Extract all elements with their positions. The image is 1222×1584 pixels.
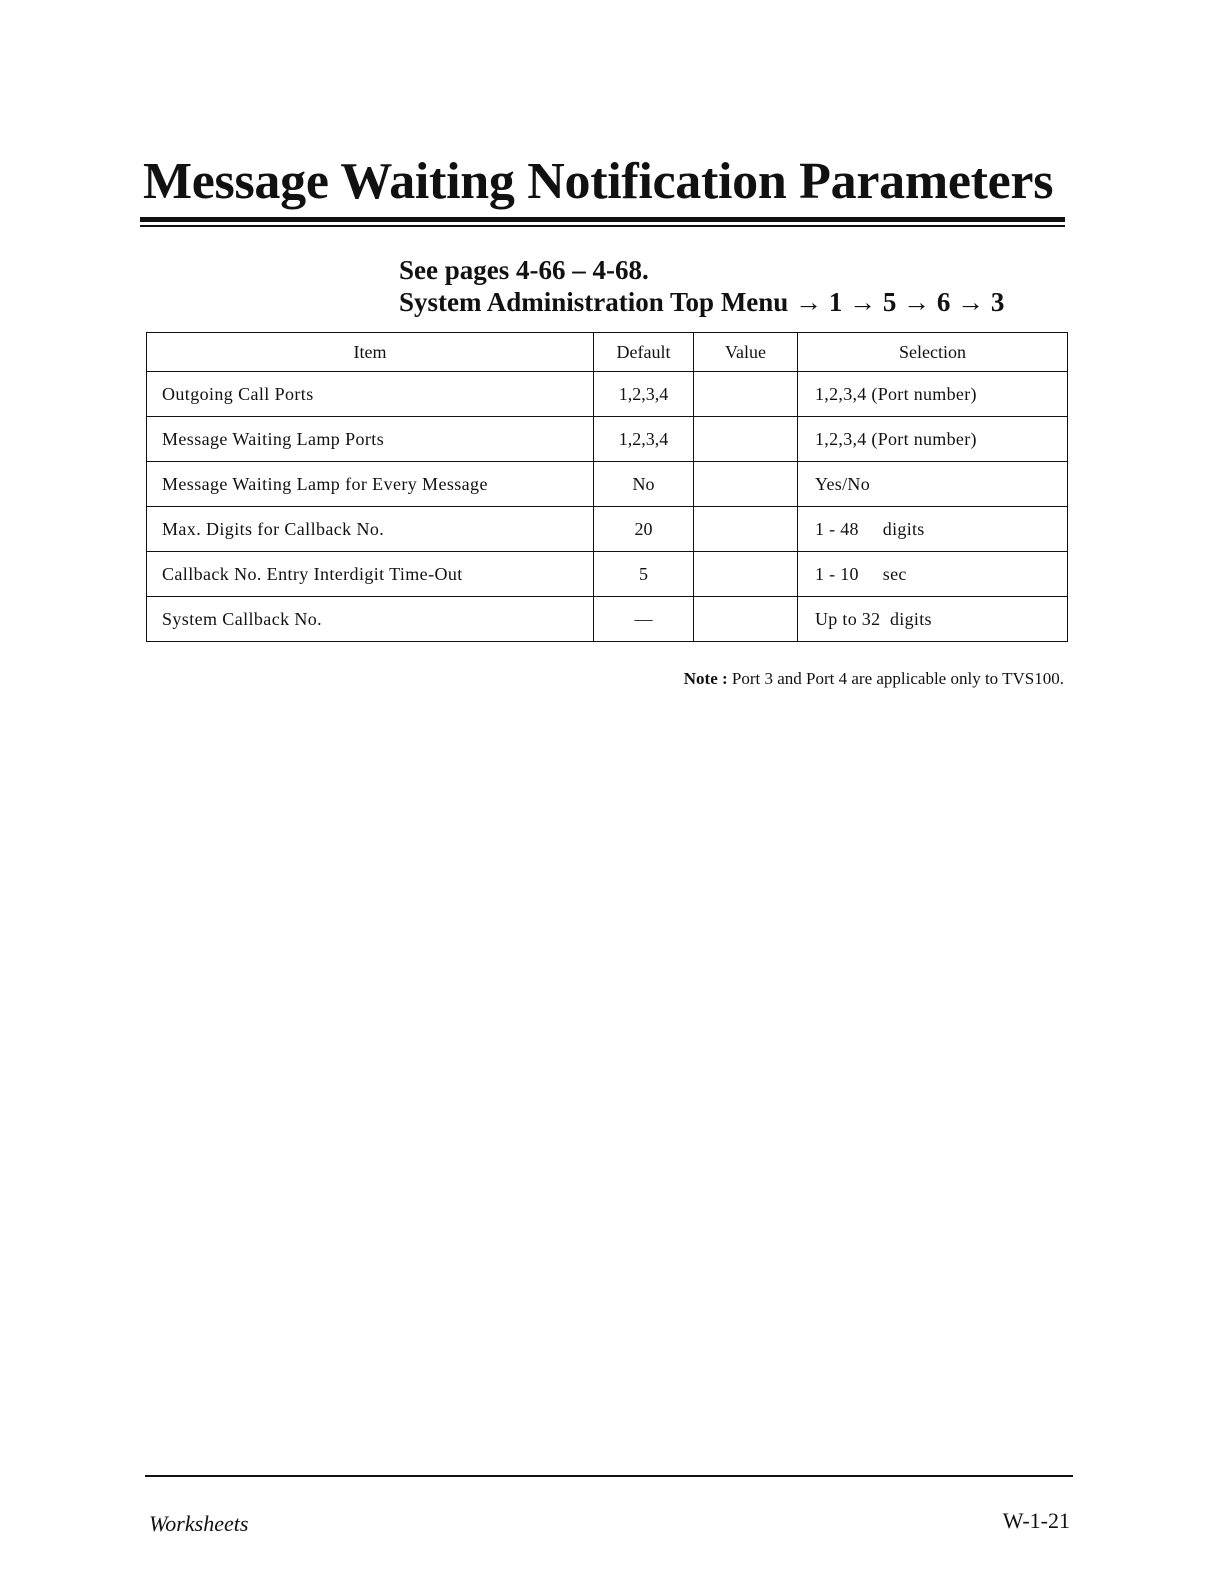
reference-block xyxy=(399,254,1004,318)
value-cell[interactable] xyxy=(694,372,798,417)
value-cell[interactable] xyxy=(694,462,798,507)
selection-cell: 1 - 48 digits xyxy=(798,507,1068,552)
page-title: Message Waiting Notification Parameters xyxy=(143,153,1054,210)
value-cell[interactable] xyxy=(694,552,798,597)
value-cell[interactable] xyxy=(694,507,798,552)
title-rule-thick xyxy=(140,217,1065,222)
table-row xyxy=(147,462,1068,507)
table-row xyxy=(147,372,1068,417)
item-cell: Message Waiting Lamp Ports xyxy=(147,417,594,462)
table-row xyxy=(147,597,1068,642)
default-cell: — xyxy=(594,597,694,642)
footnote xyxy=(684,669,1064,689)
selection-cell: 1 - 10 sec xyxy=(798,552,1068,597)
item-cell: Outgoing Call Ports xyxy=(147,372,594,417)
note-text: Port 3 and Port 4 are applicable only to TVS100. xyxy=(731,669,1064,688)
selection-cell: 1,2,3,4 (Port number) xyxy=(798,372,1068,417)
header-item: Item xyxy=(147,333,594,372)
note-label: Note : xyxy=(683,669,728,688)
item-cell: System Callback No. xyxy=(147,597,594,642)
table-header-row xyxy=(147,333,1068,372)
header-value: Value xyxy=(694,333,798,372)
parameters-table xyxy=(146,332,1068,642)
item-cell: Max. Digits for Callback No. xyxy=(147,507,594,552)
default-cell: 1,2,3,4 xyxy=(594,372,694,417)
header-selection: Selection xyxy=(798,333,1068,372)
footer-section: Worksheets xyxy=(149,1511,249,1536)
table-row xyxy=(147,507,1068,552)
value-cell[interactable] xyxy=(694,417,798,462)
selection-cell: Up to 32 digits xyxy=(798,597,1068,642)
value-cell[interactable] xyxy=(694,597,798,642)
item-cell: Callback No. Entry Interdigit Time-Out xyxy=(147,552,594,597)
table-row xyxy=(147,417,1068,462)
title-rule-thin xyxy=(140,225,1065,227)
table-row xyxy=(147,552,1068,597)
default-cell: 1,2,3,4 xyxy=(594,417,694,462)
selection-cell: 1,2,3,4 (Port number) xyxy=(798,417,1068,462)
footer-rule xyxy=(145,1475,1073,1477)
default-cell: No xyxy=(594,462,694,507)
default-cell: 5 xyxy=(594,552,694,597)
item-cell: Message Waiting Lamp for Every Message xyxy=(147,462,594,507)
page-number: W-1-21 xyxy=(1002,1508,1070,1533)
menu-path: System Administration Top Menu → 1 → 5 → 6 → 3 xyxy=(399,287,1005,317)
page-reference: See pages 4-66 – 4-68. xyxy=(399,255,649,285)
selection-cell: Yes/No xyxy=(798,462,1068,507)
header-default: Default xyxy=(594,333,694,372)
default-cell: 20 xyxy=(594,507,694,552)
